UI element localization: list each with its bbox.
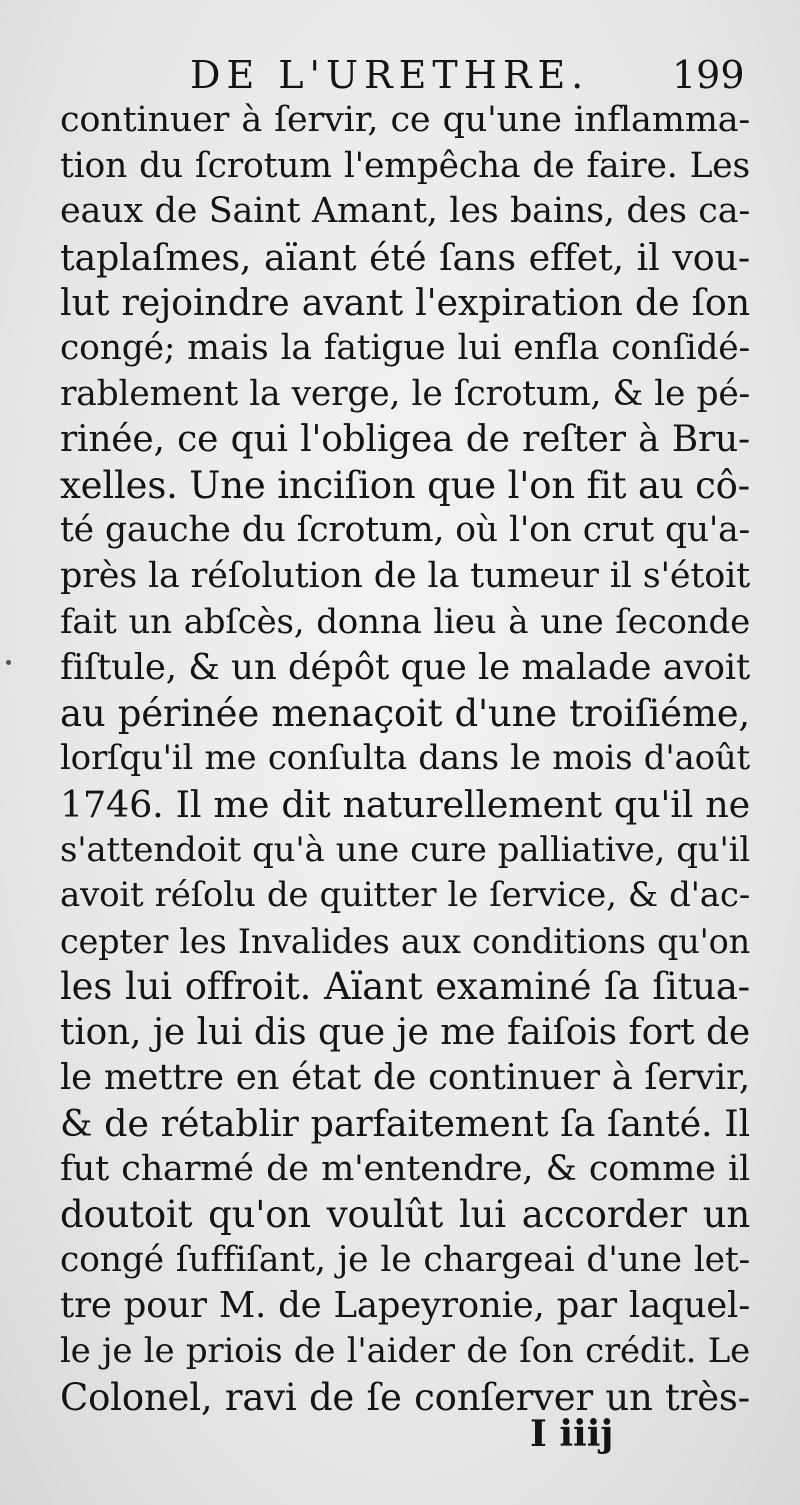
text-line: eaux de Saint Amant, les bains, des ca-	[60, 191, 750, 232]
text-line: près la réſolution de la tumeur il s'étoit	[60, 555, 750, 596]
text-line: cepter les Invalides aux conditions qu'on	[60, 921, 750, 961]
body-text	[60, 98, 750, 1420]
text-line: s'attendoit qu'à une cure palliative, qu'il	[60, 829, 750, 870]
text-line: rablement la verge, le ſcrotum, & le pé-	[60, 373, 750, 414]
text-line: congé ſuffiſant, je le chargeai d'une let-	[60, 1239, 750, 1280]
signature-mark: I iiij	[530, 1413, 614, 1455]
text-line: tion du ſcrotum l'empêcha de faire. Les	[60, 145, 750, 186]
text-line: continuer à ſervir, ce qu'une inflamma-	[60, 100, 750, 140]
text-line: 1746. Il me dit naturellement qu'il ne	[60, 782, 750, 826]
text-line: le mettre en état de continuer à ſervir,	[60, 1057, 750, 1099]
text-line: tion, je lui dis que je me faiſois fort de	[60, 1011, 750, 1053]
text-line: fiſtule, & un dépôt que le malade avoit	[60, 647, 750, 689]
running-head: DE L'URETHRE.	[190, 53, 590, 97]
text-line: xelles. Une inciſion que l'on fit au cô-	[60, 463, 750, 507]
text-line: taplaſmes, aïant été ſans effet, il vou-	[60, 235, 750, 279]
text-line: lorſqu'il me conſulta dans le mois d'août	[60, 738, 750, 779]
text-line: té gauche du ſcrotum, où l'on crut qu'a-	[60, 510, 750, 551]
text-line: congé; mais la fatigue lui enfla conſidé-	[60, 327, 750, 368]
text-line: lut rejoindre avant l'expiration de ſon	[60, 281, 750, 325]
text-line: doutoit qu'on voulût lui accorder un	[60, 1193, 750, 1237]
text-line: & de rétablir parfaitement ſa ſanté. Il	[60, 1102, 750, 1146]
text-line: les lui offroit. Aïant examiné ſa ſitua-	[60, 965, 750, 1009]
page-number: 199	[672, 53, 745, 97]
text-line: fait un abſcès, donna lieu à une ſeconde	[60, 601, 750, 642]
text-line: au périnée menaçoit d'une troiſiéme,	[60, 691, 750, 735]
text-line: tre pour M. de Lapeyronie, par laquel-	[60, 1285, 750, 1327]
text-line: le je le priois de l'aider de ſon crédit. Le	[60, 1331, 750, 1372]
text-line: rinée, ce qui l'obligea de reſter à Bru-	[60, 419, 750, 461]
text-line: fut charmé de m'entendre, & comme il	[60, 1148, 750, 1189]
margin-speck	[6, 660, 11, 665]
text-line: avoit réſolu de quitter le ſervice, & d'ac-	[60, 875, 750, 916]
text-line: Colonel, ravi de ſe conſerver un très-	[60, 1375, 750, 1419]
